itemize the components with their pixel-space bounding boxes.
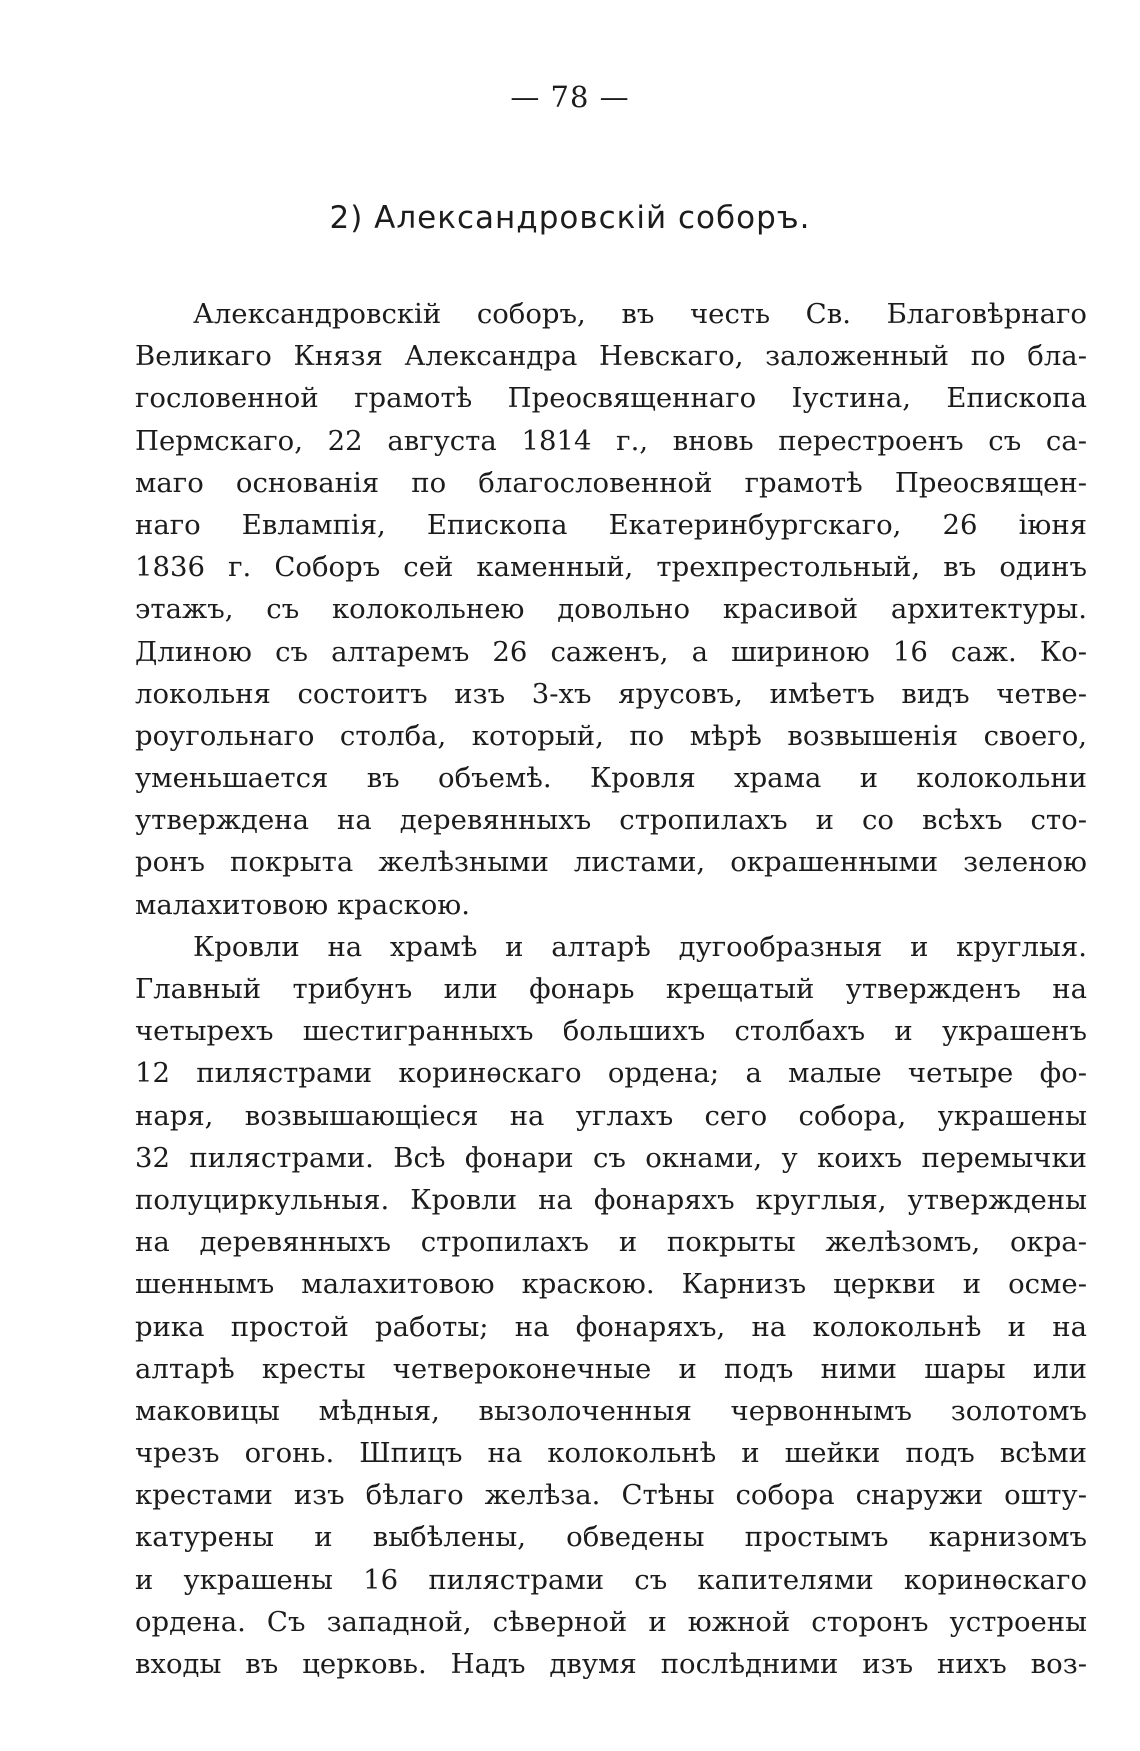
text-line: Кровли на храмѣ и алтарѣ дугообразныя и круглыя. (193, 930, 1087, 963)
text-line: чрезъ огонь. Шпицъ на колокольнѣ и шейки подъ всѣми (135, 1437, 1087, 1470)
text-line: наря, возвышающіеся на углахъ сего собора, украшены (135, 1099, 1087, 1132)
text-line: Великаго Князя Александра Невскаго, заложенный по бла- (135, 340, 1087, 373)
text-line: наго Евлампія, Епископа Екатеринбургскаго, 26 іюня (135, 508, 1087, 541)
text-line: четырехъ шестигранныхъ большихъ столбахъ и украшенъ (135, 1015, 1087, 1048)
text-line: входы въ церковь. Надъ двумя послѣдними изъ нихъ воз- (135, 1648, 1087, 1680)
text-line: полуциркульныя. Кровли на фонаряхъ круглыя, утверждены (135, 1183, 1087, 1216)
text-line: шеннымъ малахитовою краскою. Карнизъ церкви и осме- (135, 1268, 1087, 1301)
page-number: — 78 — (510, 80, 630, 114)
text-line: алтарѣ кресты четвероконечные и подъ ними шары или (135, 1352, 1087, 1385)
text-line: утверждена на деревянныхъ стропилахъ и со всѣхъ сто- (135, 804, 1087, 837)
text-line: на деревянныхъ стропилахъ и покрыты желѣзомъ, окра- (135, 1226, 1087, 1259)
text-line: роугольнаго столба, который, по мѣрѣ возвышенія своего, (135, 719, 1087, 752)
paragraph-2 (135, 926, 1087, 1685)
text-line: локольня состоитъ изъ 3-хъ ярусовъ, имѣетъ видъ четве- (135, 677, 1087, 710)
text-line: малахитовою краскою. (135, 888, 470, 921)
text-line: и украшены 16 пилястрами съ капителями коринѳскаго (135, 1563, 1087, 1596)
text-line: ронъ покрыта желѣзными листами, окрашенными зеленою (135, 846, 1087, 879)
chapter-title: 2) Александровскій соборъ. (329, 200, 811, 236)
text-line: 1836 г. Соборъ сей каменный, трехпрестольный, въ одинъ (135, 551, 1087, 584)
text-line: маковицы мѣдныя, вызолоченныя червоннымъ золотомъ (135, 1394, 1087, 1427)
text-line: ордена. Съ западной, сѣверной и южной сторонъ устроены (135, 1605, 1087, 1638)
text-line: 32 пилястрами. Всѣ фонари съ окнами, у коихъ перемычки (135, 1141, 1087, 1174)
body-text (135, 293, 1087, 1685)
text-line: крестами изъ бѣлаго желѣза. Стѣны собора снаружи ошту- (135, 1479, 1087, 1512)
paragraph-1 (135, 293, 1087, 926)
text-line: маго основанія по благословенной грамотѣ Преосвящен- (135, 466, 1087, 499)
text-line: Длиною съ алтаремъ 26 саженъ, а шириною 16 саж. Ко- (135, 635, 1087, 668)
text-line: уменьшается въ объемѣ. Кровля храма и колокольни (135, 762, 1087, 795)
text-line: этажъ, съ колокольнею довольно красивой архитектуры. (135, 593, 1087, 626)
text-line: Александровскій соборъ, въ честь Св. Благовѣрнаго (193, 298, 1087, 330)
text-line: рика простой работы; на фонаряхъ, на колокольнѣ и на (135, 1310, 1087, 1343)
text-line: Пермскаго, 22 августа 1814 г., вновь перестроенъ съ са- (135, 424, 1087, 457)
text-line: катурены и выбѣлены, обведены простымъ карнизомъ (135, 1521, 1087, 1554)
text-line: гословенной грамотѣ Преосвященнаго Іустина, Епископа (135, 382, 1087, 415)
text-line: 12 пилястрами коринѳскаго ордена; а малые четыре фо- (135, 1057, 1087, 1090)
text-line: Главный трибунъ или фонарь крещатый утвержденъ на (135, 973, 1087, 1005)
